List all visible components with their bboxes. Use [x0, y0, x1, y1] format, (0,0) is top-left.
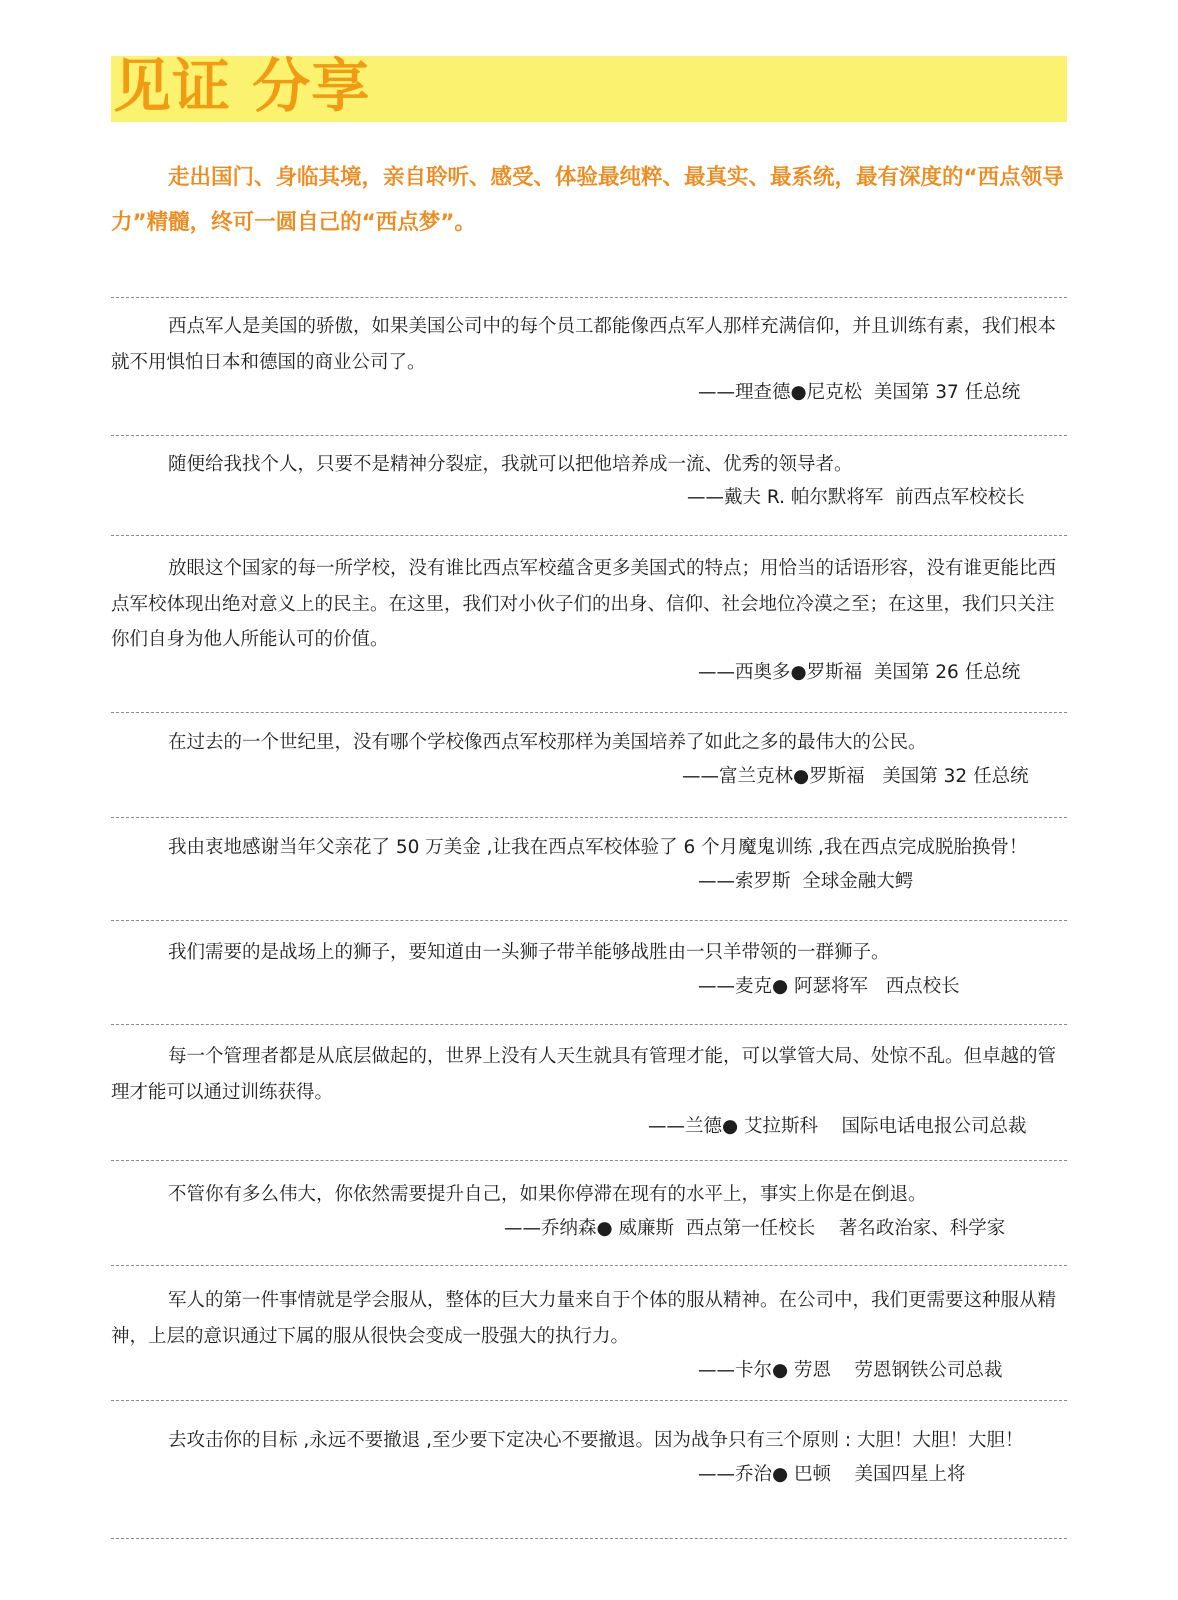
quote-block: [111, 1400, 1067, 1485]
divider: [111, 817, 1067, 818]
quote-block: [111, 1160, 1067, 1239]
quote-block: [111, 817, 1067, 892]
divider: [111, 535, 1067, 536]
quote-text: 随便给我找个人，只要不是精神分裂症，我就可以把他培养成一流、优秀的领导者。: [168, 454, 853, 475]
intro-paragraph: 走出国门、身临其境，亲自聆听、感受、体验最纯粹、最真实、最系统，最有深度的“西点领导力”精髓，终可一圆自己的“西点梦”。: [111, 165, 1064, 235]
quote-source: ——理查德●尼克松 美国第 37 任总统: [698, 382, 1021, 403]
quote-text: 西点军人是美国的骄傲，如果美国公司中的每个员工都能像西点军人那样充满信仰，并且训练有素，我们根本就不用惧怕日本和德国的商业公司了。: [111, 316, 1057, 373]
quote-text: 我由衷地感谢当年父亲花了 50 万美金 ,让我在西点军校体验了 6 个月魔鬼训练 ,我在西点完成脱胎换骨！: [168, 837, 1028, 858]
quote-source: ——乔纳森● 威廉斯 西点第一任校长 著名政治家、科学家: [504, 1218, 1006, 1239]
quote-source: ——富兰克林●罗斯福 美国第 32 任总统: [682, 766, 1029, 787]
quote-source: ——卡尔● 劳恩 劳恩钢铁公司总裁: [698, 1360, 1003, 1381]
quote-text: 军人的第一件事情就是学会服从，整体的巨大力量来自于个体的服从精神。在公司中，我们更需要这种服从精神，上层的意识通过下属的服从很快会变成一股强大的执行力。: [111, 1290, 1057, 1347]
divider: [111, 1400, 1067, 1401]
quote-source: ——乔治● 巴顿 美国四星上将: [698, 1464, 966, 1485]
quote-source: ——西奥多●罗斯福 美国第 26 任总统: [698, 662, 1021, 683]
quote-block: [111, 1265, 1067, 1381]
quote-block: [111, 1024, 1067, 1137]
quote-text: 每一个管理者都是从底层做起的，世界上没有人天生就具有管理才能，可以掌管大局、处惊不乱。但卓越的管理才能可以通过训练获得。: [111, 1046, 1057, 1103]
page-title: 见证 分享: [113, 52, 371, 120]
quote-text: 放眼这个国家的每一所学校，没有谁比西点军校蕴含更多美国式的特点；用恰当的话语形容，没有谁更能比西点军校体现出绝对意义上的民主。在这里，我们对小伙子们的出身、信仰、社会地位冷漠之至；在这里，我们只关注你们自身为他人所能认可的价值。: [111, 558, 1057, 650]
quote-text: 在过去的一个世纪里，没有哪个学校像西点军校那样为美国培养了如此之多的最伟大的公民。: [168, 732, 927, 753]
divider: [111, 920, 1067, 921]
quote-source: ——索罗斯 全球金融大鳄: [698, 871, 914, 892]
quote-block: [111, 297, 1067, 403]
divider: [111, 1265, 1067, 1266]
quote-source: ——麦克● 阿瑟将军 西点校长: [698, 976, 960, 997]
divider: [111, 435, 1067, 436]
divider: [111, 712, 1067, 713]
quote-source: ——兰德● 艾拉斯科 国际电话电报公司总裁: [648, 1116, 1027, 1137]
quote-text: 去攻击你的目标 ,永远不要撤退 ,至少要下定决心不要撤退。因为战争只有三个原则 : 大胆！大胆！大胆！: [168, 1430, 1024, 1451]
quote-block: [111, 535, 1067, 683]
quote-text: 不管你有多么伟大，你依然需要提升自己，如果你停滞在现有的水平上，事实上你是在倒退。: [168, 1184, 927, 1205]
quote-block: [111, 435, 1067, 508]
quote-block: [111, 920, 1067, 997]
divider: [111, 1024, 1067, 1025]
quote-block: [111, 712, 1067, 787]
divider: [111, 1160, 1067, 1161]
divider: [111, 1538, 1067, 1539]
quote-source: ——戴夫 R. 帕尔默将军 前西点军校校长: [687, 487, 1025, 508]
quote-text: 我们需要的是战场上的狮子，要知道由一头狮子带羊能够战胜由一只羊带领的一群狮子。: [168, 942, 890, 963]
divider: [111, 297, 1067, 298]
